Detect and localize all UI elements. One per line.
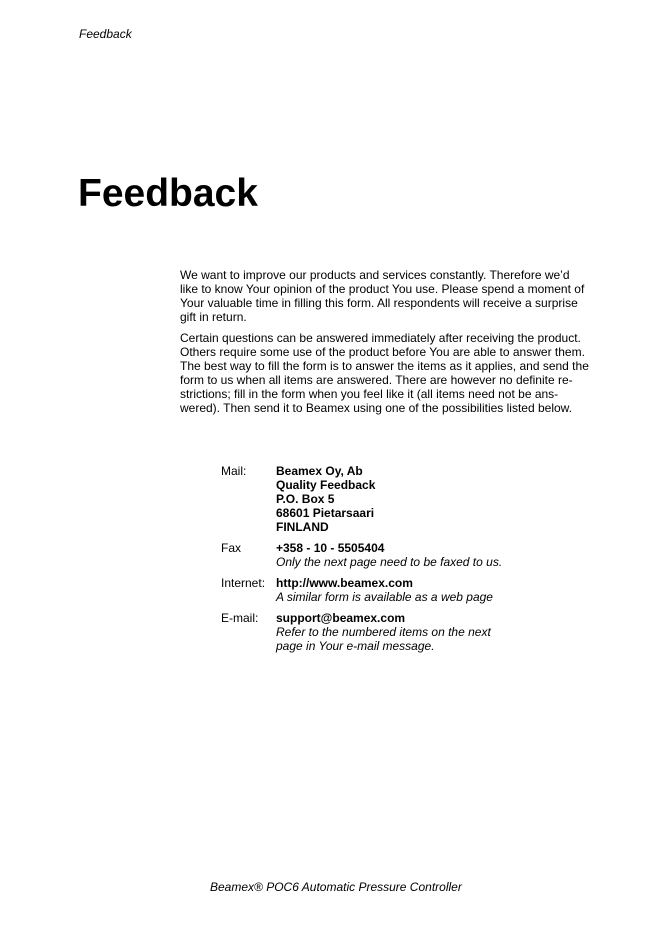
contact-mail [221,464,502,534]
intro-paragraph-2-line: Others require some use of the product before You are able to answer them. [180,345,585,359]
internet-note: A similar form is available as a web page [276,590,493,604]
address-line: P.O. Box 5 [276,492,335,506]
running-header: Feedback [79,27,132,41]
email-note-line: page in Your e-mail message. [276,639,435,653]
website-link[interactable]: http://www.beamex.com [276,576,413,590]
paragraph-spacer [180,324,610,331]
fax-note: Only the next page need to be faxed to us. [276,555,503,569]
intro-paragraph-2-line: form to us when all items are answered. There are however no definite re- [180,373,573,387]
contact-label: E-mail: [221,611,259,625]
fax-number: +358 - 10 - 5505404 [276,541,385,555]
intro-paragraph-2-line: strictions; fill in the form when you feel like it (all items need not be ans- [180,387,559,401]
email-details [276,611,491,653]
address-line: Quality Feedback [276,478,376,492]
contact-label: Mail: [221,464,247,478]
intro-paragraph-1-line: like to know Your opinion of the product You use. Please spend a moment of [180,282,585,296]
contact-label: Internet: [221,576,266,590]
internet-details [276,576,493,604]
address-line: 68601 Pietarsaari [276,506,375,520]
intro-paragraph-1-line: Your valuable time in filling this form. All respondents will receive a surprise [180,296,578,310]
contact-email [221,611,502,653]
intro-paragraph-2-line: The best way to fill the form is to answer the items as it applies, and send the [180,359,589,373]
address-line: FINLAND [276,520,329,534]
fax-details [276,541,502,569]
contact-fax [221,541,502,569]
intro-paragraph-1-line: We want to improve our products and services constantly. Therefore we’d [180,268,570,282]
intro-text [180,268,610,415]
email-note-line: Refer to the numbered items on the next [276,625,491,639]
intro-paragraph-1-line: gift in return. [180,310,247,324]
page-title: Feedback [78,172,258,215]
contact-list [221,464,502,660]
running-footer: Beamex® POC6 Automatic Pressure Controller [210,880,462,894]
intro-paragraph-2-line: wered). Then send it to Beamex using one of the possibilities listed below. [180,401,573,415]
contact-internet [221,576,502,604]
mail-address [276,464,375,534]
intro-paragraph-2-line: Certain questions can be answered immediately after receiving the product. [180,331,581,345]
contact-label: Fax [221,541,242,555]
email-link[interactable]: support@beamex.com [276,611,406,625]
address-line: Beamex Oy, Ab [276,464,363,478]
